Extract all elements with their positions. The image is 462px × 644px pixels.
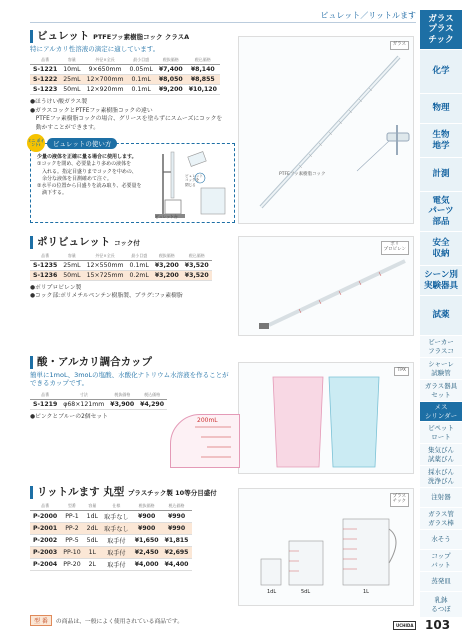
table-cell: ¥4,400 [162, 558, 192, 570]
table-cell: 10mL [60, 65, 83, 75]
column-header: 外径×全長 [84, 56, 127, 65]
category-tab[interactable]: コップ バット [420, 550, 462, 572]
column-header: 品番 [30, 252, 60, 261]
photo-label-1l: 1L [363, 589, 369, 595]
mixing-cup-section [30, 356, 240, 422]
category-tab[interactable]: 試薬 [420, 296, 462, 336]
material-tag: TPX [394, 367, 409, 376]
burette-description: 特にアルカリ性溶液の滴定に適しています。 [30, 44, 160, 53]
table-cell: ¥1,815 [162, 534, 192, 546]
table-cell: 15×725mm [84, 270, 127, 280]
table-cell: ¥10,120 [186, 85, 220, 95]
table-cell: PP-5 [60, 534, 83, 546]
burette-title: ビュレット [37, 30, 90, 42]
footer-text: の商品は、一般によく使用されている商品です。 [55, 619, 183, 625]
category-tab[interactable]: ピペット ロート [420, 422, 462, 444]
note-line: 少量の液体を正確に量る場合に使用します。 [37, 154, 137, 160]
table-cell: S-1223 [30, 85, 60, 95]
table-cell: 50mL [60, 85, 83, 95]
category-tab[interactable]: ガラス管 ガラス棒 [420, 508, 462, 530]
table-cell: ¥1,650 [132, 534, 162, 546]
point-badge: ミニ ポイント! [27, 134, 45, 152]
model-mark: 型 番 [30, 615, 52, 626]
photo-label-5dl: 5dL [301, 589, 311, 595]
table-cell: S-1219 [30, 400, 60, 410]
column-header: 最小目盛 [127, 252, 152, 261]
section-title [30, 486, 250, 499]
table-cell: P-2004 [30, 558, 60, 570]
category-tab[interactable]: シャーレ 試験管 [420, 358, 462, 380]
category-tab[interactable]: 蒸発皿 [420, 572, 462, 592]
category-tab[interactable]: 乳鉢 るつぼ [420, 592, 462, 618]
column-header: 税込価格 [186, 56, 220, 65]
table-cell: 0.1mL [127, 75, 156, 85]
table-row [30, 85, 220, 95]
table-cell: ¥8,050 [156, 75, 186, 85]
category-tab[interactable]: 生物 地学 [420, 124, 462, 158]
column-header: 税抜価格 [107, 391, 137, 400]
category-tab[interactable]: 電気 パーツ 部品 [420, 192, 462, 232]
category-tab[interactable]: メス シリンダー [420, 402, 462, 422]
polyburette-photo [238, 236, 414, 336]
category-tab[interactable]: ガラス プラス チック [420, 10, 462, 50]
table-cell: ¥990 [162, 522, 192, 534]
note-line: ●コック部:ポリメチルペンテン樹脂製、プラグ:フッ素樹脂 [30, 292, 183, 299]
category-tab[interactable]: 採水びん 洗浄びん [420, 466, 462, 488]
table-cell: 0.2mL [127, 270, 152, 280]
column-header: 外径×全長 [84, 252, 127, 261]
material-tag: ガラス [390, 41, 409, 50]
burette-subtitle: PTFEフッ素樹脂コック クラスA [93, 33, 190, 41]
note-line: ②水平の位置から目盛りを読み取り、必要量を [37, 183, 142, 189]
section-title [30, 236, 260, 249]
material-tag: ポリ プロピレン [381, 241, 409, 255]
category-tab[interactable]: ガラス器具 セット [420, 380, 462, 402]
table-cell: ¥900 [132, 522, 162, 534]
table-cell: 0.05mL [127, 65, 156, 75]
table-cell: 2dL [84, 522, 101, 534]
table-cell: P-2003 [30, 546, 60, 558]
cups-illustration [239, 363, 415, 475]
table-row [30, 400, 167, 410]
note-line: 入れる。指定目盛りまでコックを中めの、 [37, 168, 137, 175]
note-line: ●ピンクとブルーの2個セット [30, 414, 108, 421]
note-line: ●ほうけい酸ガラス製 [30, 99, 88, 106]
table-cell: ¥3,900 [107, 400, 137, 410]
mixing-cup-description: 簡単に1moL、3moLの塩酸、水酸化ナトリウム水溶液を作ることができるカップです。 [30, 370, 229, 388]
category-tab[interactable]: 計測 [420, 158, 462, 192]
polyburette-subtitle: コック付 [114, 239, 140, 247]
category-tab[interactable]: 集気びん 試薬びん [420, 444, 462, 466]
table-cell: P-2002 [30, 534, 60, 546]
burette-spec-table [30, 56, 220, 95]
liter-measure-photo [238, 488, 414, 606]
brand-logo: UCHIDA [393, 621, 416, 630]
column-header: 税込価格 [182, 252, 212, 261]
note-line: 動かすことができます。 [30, 124, 100, 131]
section-title [30, 30, 260, 43]
column-header: 容量 [60, 252, 83, 261]
table-row [30, 75, 220, 85]
table-cell: ¥2,695 [162, 546, 192, 558]
column-header: 税抜価格 [132, 502, 162, 511]
category-tab[interactable]: 化学 [420, 50, 462, 94]
table-row [30, 534, 192, 546]
note-line: ●ポリプロピレン製 [30, 284, 82, 291]
header-divider [30, 22, 416, 23]
table-cell: ¥9,200 [156, 85, 186, 95]
note-line: 滴下する。 [37, 190, 68, 197]
table-cell: 取手付 [101, 546, 132, 558]
category-tab[interactable]: ビーカー フラスコ [420, 336, 462, 358]
table-cell: ¥900 [132, 510, 162, 522]
category-tabs [420, 10, 462, 618]
table-row [30, 65, 220, 75]
category-tab[interactable]: 水そう [420, 530, 462, 550]
table-cell: P-2000 [30, 510, 60, 522]
table-cell: S-1221 [30, 65, 60, 75]
table-row [30, 270, 212, 280]
category-tab[interactable]: 注射器 [420, 488, 462, 508]
table-cell: ¥7,400 [156, 65, 186, 75]
table-cell: ¥4,000 [132, 558, 162, 570]
column-header: 容量 [84, 502, 101, 511]
breadcrumb: ビュレット／リットルます [320, 11, 416, 20]
table-cell: 取手なし [101, 510, 132, 522]
burette-photo [238, 36, 414, 224]
category-tab[interactable]: 安全 収納 [420, 232, 462, 266]
stopcock-label: PTFEフッ素樹脂コック [279, 172, 326, 177]
howto-instructions [37, 154, 149, 198]
table-row [30, 522, 192, 534]
column-header: 品番 [30, 391, 60, 400]
table-cell: ¥3,520 [182, 270, 212, 280]
column-header: 最小目盛 [127, 56, 156, 65]
column-header: 税込価格 [137, 391, 167, 400]
burette-section [30, 30, 260, 132]
polyburette-title: ポリビュレット [37, 236, 111, 248]
mixing-cup-spec-table [30, 391, 167, 410]
table-cell: ¥8,140 [186, 65, 220, 75]
photo-label-1dl: 1dL [267, 589, 277, 595]
measures-illustration [239, 489, 415, 607]
zoom-volume-label: 200mL [197, 417, 218, 424]
column-header: 税込価格 [162, 502, 192, 511]
column-header: 仕様 [101, 502, 132, 511]
burette-illustration [239, 37, 415, 225]
table-cell: 1L [84, 546, 101, 558]
callout-text: ビュレット コックを 閉じる [185, 174, 203, 187]
table-cell: S-1236 [30, 270, 60, 280]
table-cell: 12×920mm [84, 85, 127, 95]
burette-notes [30, 98, 260, 132]
table-row [30, 510, 192, 522]
table-cell: 25mL [60, 75, 83, 85]
table-cell: 25mL [60, 260, 83, 270]
table-cell: S-1235 [30, 260, 60, 270]
liter-measure-section [30, 486, 250, 571]
table-cell: 5dL [84, 534, 101, 546]
table-cell: PP-2 [60, 522, 83, 534]
mixing-cup-title: 酸・アルカリ調合カップ [30, 356, 240, 369]
category-tab[interactable]: シーン別 実験器具 [420, 266, 462, 296]
table-cell: 2L [84, 558, 101, 570]
category-tab[interactable]: 物理 [420, 94, 462, 124]
table-cell: ¥4,290 [137, 400, 167, 410]
liter-measure-spec-table [30, 502, 192, 571]
table-cell: 取手付 [101, 534, 132, 546]
table-cell: PP-1 [60, 510, 83, 522]
table-cell: 9×650mm [84, 65, 127, 75]
table-cell: 12×550mm [84, 260, 127, 270]
table-cell: ¥2,450 [132, 546, 162, 558]
table-cell: 1dL [84, 510, 101, 522]
table-cell: PP-20 [60, 558, 83, 570]
page-number: 103 [425, 618, 451, 632]
table-row [30, 546, 192, 558]
table-cell: ¥3,200 [152, 270, 182, 280]
note-line: ①コックを閉め、必要量より多めの液体を [37, 161, 132, 168]
table-cell: ¥3,200 [152, 260, 182, 270]
liter-measure-title: リットルます 丸型 [37, 486, 125, 498]
column-header: 税抜価格 [152, 252, 182, 261]
table-cell: φ68×121mm [60, 400, 107, 410]
mixing-cup-photo [238, 362, 414, 474]
howto-title: ビュレットの使い方 [47, 138, 117, 149]
liter-measure-subtitle: プラスチック製 10等分目盛付 [127, 489, 217, 497]
note-line: 余分な液体を目測確めて注ぐ。 [37, 175, 112, 182]
polyburette-notes [30, 284, 260, 301]
table-row [30, 558, 192, 570]
column-header: 容量 [60, 56, 83, 65]
table-cell: 50mL [60, 270, 83, 280]
table-cell: ¥990 [162, 510, 192, 522]
burette-howto-box [27, 138, 235, 223]
table-cell: 0.1mL [127, 260, 152, 270]
table-cell: 0.1mL [127, 85, 156, 95]
column-header: 品番 [30, 56, 60, 65]
stand-label: ビュレット台 [155, 214, 178, 219]
table-cell: 取手なし [101, 522, 132, 534]
footer-note [30, 615, 416, 626]
table-cell: ¥3,520 [182, 260, 212, 270]
note-line: ●ガラスコックとPTFEフッ素樹脂コックの違い [30, 107, 153, 114]
table-cell: ¥8,855 [186, 75, 220, 85]
table-cell: PP-10 [60, 546, 83, 558]
table-row [30, 260, 212, 270]
column-header: 品番 [30, 502, 60, 511]
polyburette-section [30, 236, 260, 300]
column-header: 税抜価格 [156, 56, 186, 65]
table-cell: 12×700mm [84, 75, 127, 85]
note-line: PTFEフッ素樹脂コックの場合、グリースを塗らずにスムーズにコックを [30, 116, 223, 123]
column-header: 寸法 [60, 391, 107, 400]
table-cell: S-1222 [30, 75, 60, 85]
cup-zoom-detail [170, 414, 240, 468]
table-cell: 取手付 [101, 558, 132, 570]
table-cell: P-2001 [30, 522, 60, 534]
polyburette-spec-table [30, 252, 212, 281]
column-header: 型番 [60, 502, 83, 511]
material-tag: プラス チック [390, 493, 409, 507]
